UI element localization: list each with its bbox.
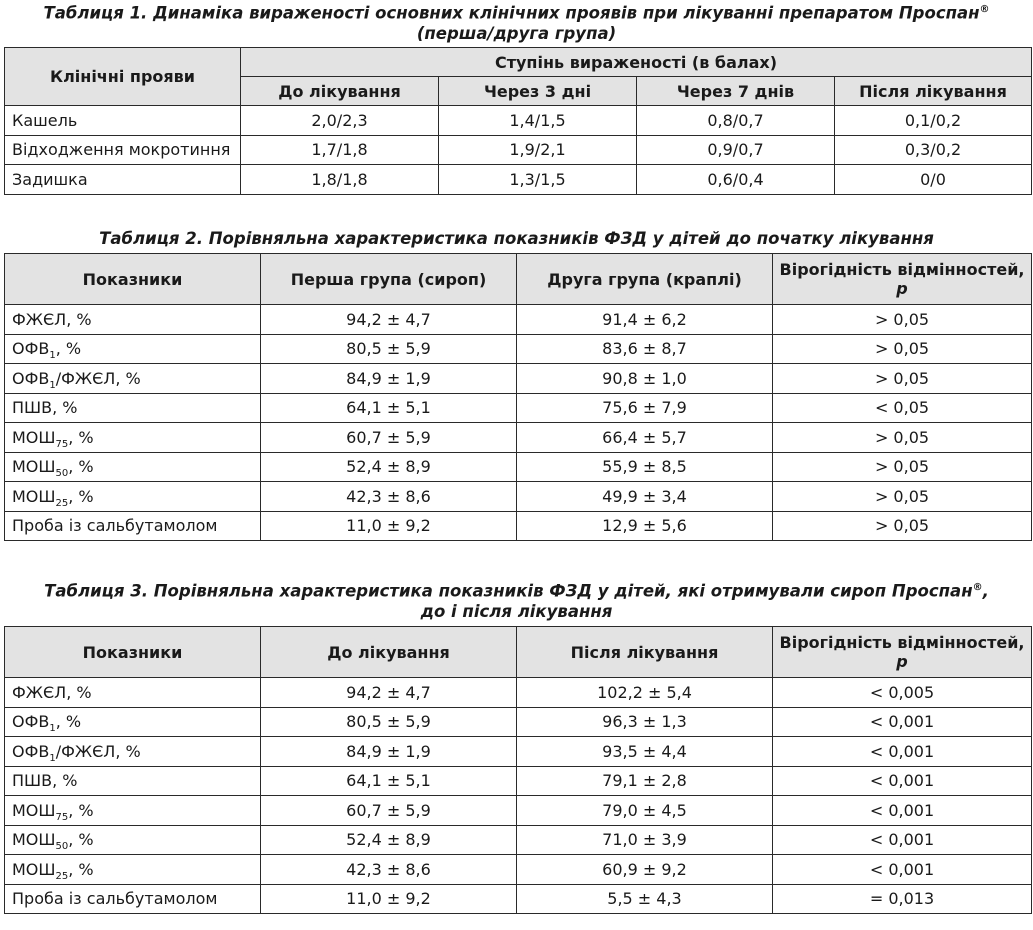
- cell-value: 0,9/0,7: [637, 135, 835, 165]
- table-row: [5, 135, 1032, 165]
- header-after: Після лікування: [517, 627, 773, 678]
- cell-value: 93,5 ± 4,4: [517, 737, 773, 767]
- cell-value: 11,0 ± 9,2: [261, 511, 517, 541]
- row-label: $ОФВ_1$, %: [5, 707, 261, 737]
- cell-value: 12,9 ± 5,6: [517, 511, 773, 541]
- table-row: [5, 423, 1032, 453]
- row-label: Відходження мокротиння: [5, 135, 241, 165]
- table3-caption: Таблиця 3. Порівняльна характеристика показників ФЗД у дітей, які отримували сироп Проспан®, до і після лікування: [44, 581, 989, 621]
- cell-value: 42,3 ± 8,6: [261, 855, 517, 885]
- cell-value: 0,6/0,4: [637, 165, 835, 195]
- cell-value: = 0,013: [773, 884, 1032, 914]
- cell-value: 42,3 ± 8,6: [261, 482, 517, 512]
- cell-value: 60,9 ± 9,2: [517, 855, 773, 885]
- header-group2: Друга група (краплі): [517, 254, 773, 305]
- row-label: Задишка: [5, 165, 241, 195]
- table-row: [5, 678, 1032, 708]
- table-row: [5, 393, 1032, 423]
- subheader-7-days: Через 7 днів: [637, 77, 835, 106]
- table-row: [5, 482, 1032, 512]
- row-label: $МОШ_{75}$, %: [5, 796, 261, 826]
- cell-value: 64,1 ± 5,1: [261, 766, 517, 796]
- row-label: Проба із сальбутамолом: [5, 511, 261, 541]
- row-label: $МОШ_{50}$, %: [5, 452, 261, 482]
- row-label: $ОФВ_1$/ФЖЄЛ, %: [5, 737, 261, 767]
- cell-value: 2,0/2,3: [241, 106, 439, 136]
- row-label: Проба із сальбутамолом: [5, 884, 261, 914]
- cell-value: 52,4 ± 8,9: [261, 452, 517, 482]
- cell-value: > 0,05: [773, 482, 1032, 512]
- cell-value: 66,4 ± 5,7: [517, 423, 773, 453]
- cell-value: > 0,05: [773, 452, 1032, 482]
- registered-mark: ®: [972, 582, 983, 593]
- row-label: ПШВ, %: [5, 393, 261, 423]
- cell-value: 71,0 ± 3,9: [517, 825, 773, 855]
- table1: [4, 47, 1032, 195]
- header-significance: [773, 627, 1032, 678]
- cell-value: < 0,05: [773, 393, 1032, 423]
- header-significance-text: Вірогідність відмінностей,: [779, 633, 1025, 652]
- table-row: [5, 364, 1032, 394]
- table1-caption: [0, 0, 1033, 44]
- cell-value: < 0,001: [773, 825, 1032, 855]
- header-significance-text: Вірогідність відмінностей,: [779, 260, 1025, 279]
- cell-value: 80,5 ± 5,9: [261, 707, 517, 737]
- table-row: [5, 165, 1032, 195]
- cell-value: 94,2 ± 4,7: [261, 678, 517, 708]
- row-label: ФЖЄЛ, %: [5, 305, 261, 335]
- cell-value: < 0,001: [773, 707, 1032, 737]
- table3-caption-text: Таблиця 3. Порівняльна характеристика показників ФЗД у дітей, які отримували сироп Проспан: [44, 581, 973, 601]
- table-row: [5, 825, 1032, 855]
- subheader-after: Після лікування: [835, 77, 1032, 106]
- header-significance: [773, 254, 1032, 305]
- cell-value: 60,7 ± 5,9: [261, 423, 517, 453]
- cell-value: 52,4 ± 8,9: [261, 825, 517, 855]
- row-label: ПШВ, %: [5, 766, 261, 796]
- table-row: [5, 855, 1032, 885]
- cell-value: 1,4/1,5: [439, 106, 637, 136]
- cell-value: 1,7/1,8: [241, 135, 439, 165]
- row-label: $МОШ_{25}$, %: [5, 855, 261, 885]
- table-row: [5, 737, 1032, 767]
- cell-value: 80,5 ± 5,9: [261, 334, 517, 364]
- cell-value: 94,2 ± 4,7: [261, 305, 517, 335]
- cell-value: 5,5 ± 4,3: [517, 884, 773, 914]
- table3-caption-subtitle: до і після лікування: [420, 601, 613, 621]
- table-row: [5, 511, 1032, 541]
- row-label: $ОФВ_1$, %: [5, 334, 261, 364]
- cell-value: > 0,05: [773, 305, 1032, 335]
- cell-value: > 0,05: [773, 334, 1032, 364]
- cell-value: 55,9 ± 8,5: [517, 452, 773, 482]
- header-before: До лікування: [261, 627, 517, 678]
- cell-value: > 0,05: [773, 364, 1032, 394]
- cell-value: < 0,001: [773, 796, 1032, 826]
- header-group1: Перша група (сироп): [261, 254, 517, 305]
- cell-value: 79,1 ± 2,8: [517, 766, 773, 796]
- header-degree: Ступінь вираженості (в балах): [241, 48, 1032, 77]
- header-p: p: [896, 279, 908, 298]
- cell-value: 79,0 ± 4,5: [517, 796, 773, 826]
- cell-value: 0/0: [835, 165, 1032, 195]
- table-row: [5, 452, 1032, 482]
- cell-value: 96,3 ± 1,3: [517, 707, 773, 737]
- cell-value: 0,1/0,2: [835, 106, 1032, 136]
- cell-value: < 0,001: [773, 737, 1032, 767]
- table-row: [5, 796, 1032, 826]
- table-row: [5, 305, 1032, 335]
- table-row: [5, 884, 1032, 914]
- subheader-3-days: Через 3 дні: [439, 77, 637, 106]
- row-label: $ОФВ_1$/ФЖЄЛ, %: [5, 364, 261, 394]
- cell-value: 1,8/1,8: [241, 165, 439, 195]
- header-clinical: Клінічні прояви: [5, 48, 241, 106]
- cell-value: 84,9 ± 1,9: [261, 737, 517, 767]
- header-indicators: Показники: [5, 254, 261, 305]
- registered-mark: ®: [979, 4, 990, 15]
- cell-value: 1,9/2,1: [439, 135, 637, 165]
- table1-caption-text: Таблиця 1. Динаміка вираженості основних клінічних проявів при лікуванні препаратом Проспан: [43, 3, 980, 23]
- table-row: [5, 334, 1032, 364]
- cell-value: < 0,001: [773, 766, 1032, 796]
- cell-value: < 0,005: [773, 678, 1032, 708]
- header-indicators: Показники: [5, 627, 261, 678]
- cell-value: 49,9 ± 3,4: [517, 482, 773, 512]
- cell-value: 0,8/0,7: [637, 106, 835, 136]
- row-label: ФЖЄЛ, %: [5, 678, 261, 708]
- table2-caption-text: Таблиця 2. Порівняльна характеристика показників ФЗД у дітей до початку лікування: [99, 229, 934, 248]
- cell-value: 0,3/0,2: [835, 135, 1032, 165]
- cell-value: 60,7 ± 5,9: [261, 796, 517, 826]
- cell-value: 84,9 ± 1,9: [261, 364, 517, 394]
- header-p: p: [896, 652, 908, 671]
- subheader-before: До лікування: [241, 77, 439, 106]
- cell-value: 64,1 ± 5,1: [261, 393, 517, 423]
- row-label: $МОШ_{50}$, %: [5, 825, 261, 855]
- table3: [4, 626, 1032, 914]
- cell-value: 90,8 ± 1,0: [517, 364, 773, 394]
- cell-value: 1,3/1,5: [439, 165, 637, 195]
- row-label: Кашель: [5, 106, 241, 136]
- cell-value: 11,0 ± 9,2: [261, 884, 517, 914]
- cell-value: < 0,001: [773, 855, 1032, 885]
- row-label: $МОШ_{75}$, %: [5, 423, 261, 453]
- cell-value: > 0,05: [773, 423, 1032, 453]
- row-label: $МОШ_{25}$, %: [5, 482, 261, 512]
- table-row: [5, 106, 1032, 136]
- cell-value: 91,4 ± 6,2: [517, 305, 773, 335]
- cell-value: 75,6 ± 7,9: [517, 393, 773, 423]
- cell-value: > 0,05: [773, 511, 1032, 541]
- cell-value: 83,6 ± 8,7: [517, 334, 773, 364]
- table2: [4, 253, 1032, 541]
- cell-value: 102,2 ± 5,4: [517, 678, 773, 708]
- table-row: [5, 766, 1032, 796]
- table-row: [5, 707, 1032, 737]
- table2-caption: [0, 229, 1033, 249]
- table1-caption-subtitle: (перша/друга група): [416, 23, 617, 43]
